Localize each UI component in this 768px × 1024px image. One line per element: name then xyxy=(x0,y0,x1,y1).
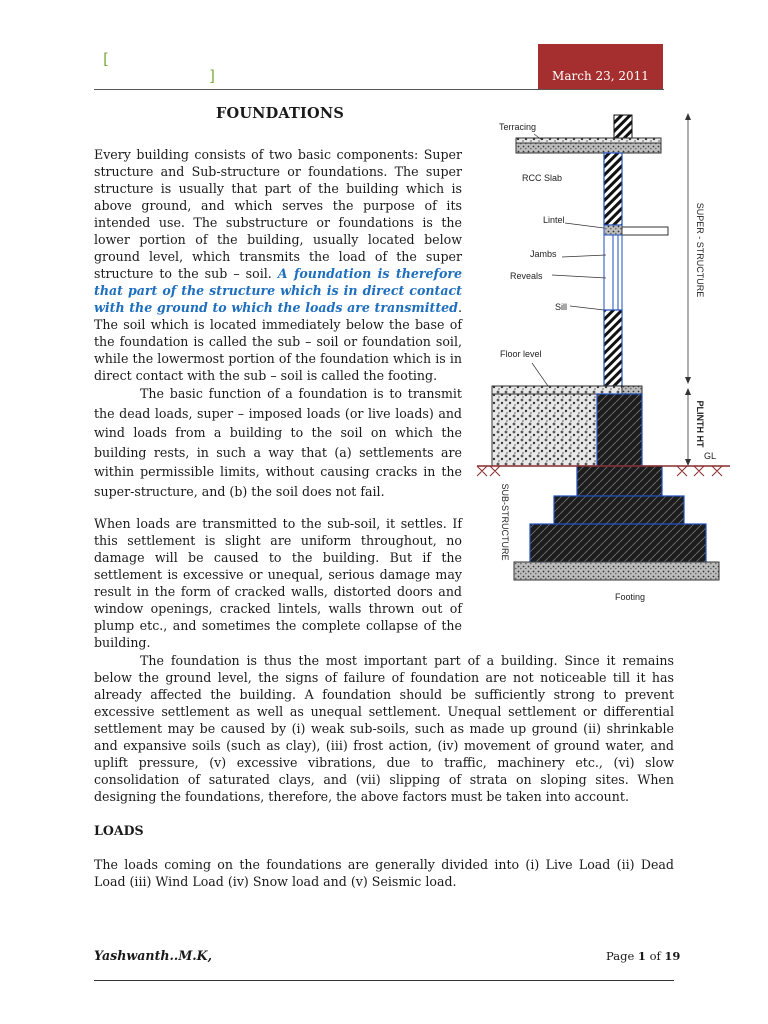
loads-heading: LOADS xyxy=(94,823,144,838)
label-sill: Sill xyxy=(555,302,568,312)
page-prefix: Page xyxy=(606,949,638,963)
label-lintel: Lintel xyxy=(543,215,565,225)
label-floor-level: Floor level xyxy=(500,349,542,359)
label-plinth-ht: PLINTH HT xyxy=(695,400,705,448)
label-super-structure: SUPER - STRUCTURE xyxy=(695,202,705,298)
label-reveals: Reveals xyxy=(510,271,543,281)
footer-page-number xyxy=(606,949,680,963)
settlement-text: When loads are transmitted to the sub-soil, it settles. If this settlement is slight are uniform throughout, no damage will be caused to the building. But if the settlement is excessive or unequal, serious damage may result in the form of cracked walls, distorted doors and window openings, cracked lintels, walls thrown out of plump etc., and sometimes the complete collapse of the building. xyxy=(94,516,462,650)
plinth-wall xyxy=(597,394,642,466)
header-bracket-close: ] xyxy=(208,67,218,85)
header-date: March 23, 2011 xyxy=(552,69,649,83)
foundation-diagram xyxy=(472,110,742,605)
intro-emphasis: A foundation is therefore that part of the structure which is in direct contact with the ground to which the loads are transmitted xyxy=(94,266,462,315)
label-gl: GL xyxy=(704,451,717,461)
intro-text-after: . The soil which is located immediately below the base of the foundation is called the sub – soil or foundation soil, while the lowermost portion of the foundation which is in direct contact with the sub – soil is called the footing. xyxy=(94,300,462,383)
settlement-paragraph xyxy=(94,515,462,651)
terracing-layer xyxy=(516,138,661,143)
header-date-box xyxy=(538,44,663,89)
pcc-bed xyxy=(514,562,719,580)
header-rule xyxy=(94,89,664,90)
sunshade xyxy=(622,227,668,235)
header-bracket-open: [ xyxy=(101,50,111,68)
page-of: of xyxy=(645,949,665,963)
dpc-layer xyxy=(622,386,642,394)
loads-paragraph: The loads coming on the foundations are generally divided into (i) Live Load (ii) Dead Load (iii) Wind Load (iv) Snow load and (v) Seismic load. xyxy=(94,857,674,889)
page-total: 19 xyxy=(664,949,681,963)
label-jambs: Jambs xyxy=(530,249,557,259)
label-footing: Footing xyxy=(615,592,646,602)
page-title: FOUNDATIONS xyxy=(216,105,344,122)
rcc-slab xyxy=(516,143,661,153)
importance-paragraph: The foundation is thus the most important part of a building. Since it remains below the ground level, the signs of failure of foundation are not noticeable till it has already affected the building. A foundation should be sufficiently strong to prevent excessive settlement as well as unequal settlement. Unequal settlement or differential settlement may be caused by (i) weak sub-soils, such as made up ground (ii) shrinkable and expansive soils (such as clay), (iii) frost action, (iv) movement of ground water, and uplift pressure, (v) excessive vibrations, due to traffic, machinery etc., (vi) slow consolidation of saturated clays, and (vii) slipping of strata on sloping sites. When designing the foundations, therefore, the above factors must be taken into account. xyxy=(94,653,674,804)
floor-finish xyxy=(492,386,622,394)
footing-step-1 xyxy=(577,466,662,496)
function-paragraph: The basic function of a foundation is to transmit the dead loads, super – imposed loads (or live loads) and wind loads from a building to the soil on which the building rests, in such a way that (a) settlements are within permissible limits, without causing cracks in the super-structure, and (b) the soil does not fail. xyxy=(94,386,462,499)
intro-text-before: Every building consists of two basic components: Super structure and Sub-structure or foundations. The super structure is usually that part of the building which is above ground, and which serves the purpose of its intended use. The substructure or foundations is the lower portion of the building, usually located below ground level, which transmits the load of the super structure to the sub – soil. xyxy=(94,147,462,281)
label-sub-structure: SUB-STRUCTURE xyxy=(500,483,510,561)
intro-paragraph xyxy=(94,146,462,384)
label-terracing: Terracing xyxy=(499,122,537,132)
footer-author: Yashwanth..M.K, xyxy=(94,948,212,963)
footing-step-3 xyxy=(530,524,706,562)
upper-wall xyxy=(604,153,622,225)
page-current: 1 xyxy=(637,949,646,963)
footer-rule xyxy=(94,980,674,981)
label-rcc-slab: RCC Slab xyxy=(522,173,563,183)
plinth-filling xyxy=(492,394,597,466)
footing-step-2 xyxy=(554,496,684,524)
lintel-block xyxy=(604,225,622,235)
lower-wall xyxy=(604,310,622,386)
